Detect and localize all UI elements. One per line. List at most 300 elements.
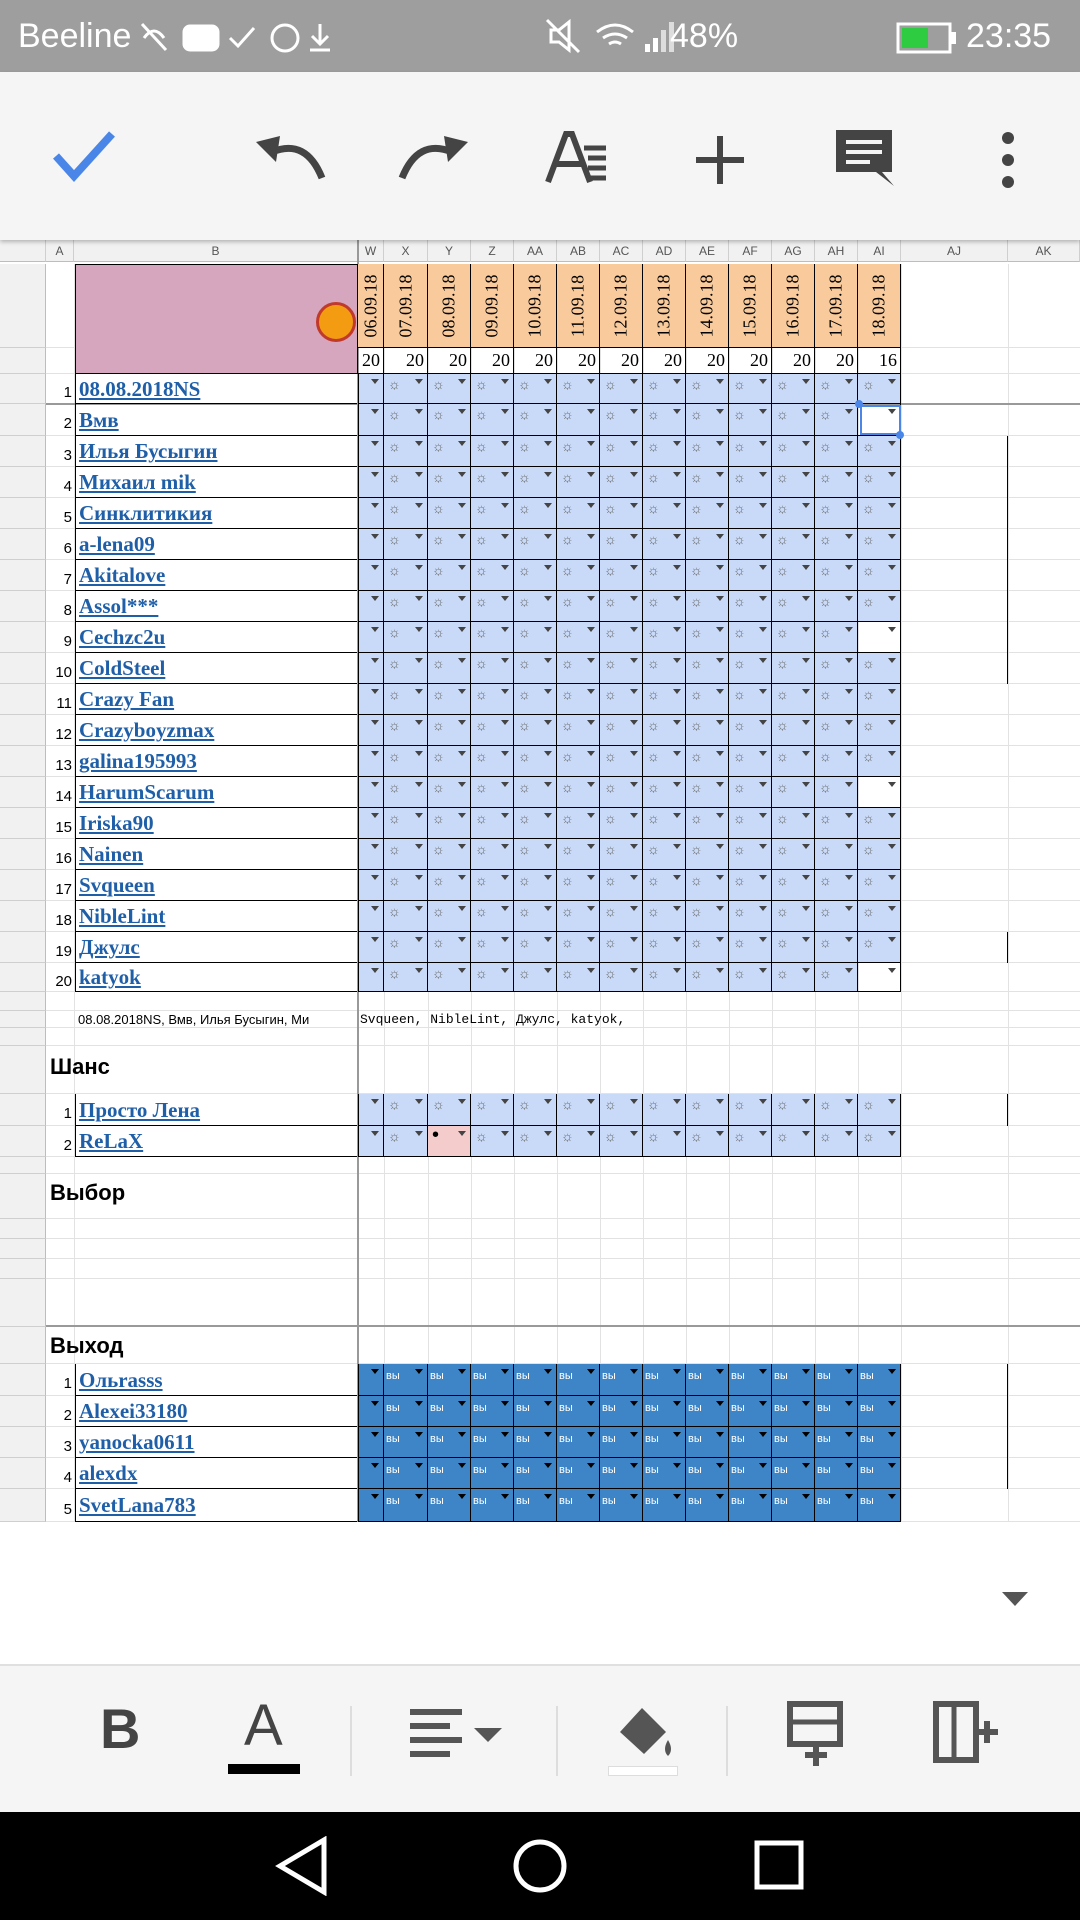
dropdown-cell[interactable] (514, 932, 557, 963)
dropdown-cell[interactable] (514, 1094, 557, 1126)
dropdown-cell[interactable] (358, 467, 384, 498)
chevron-down-icon[interactable] (371, 937, 379, 942)
dropdown-cell[interactable] (858, 560, 901, 591)
row-header-34[interactable] (0, 1279, 46, 1327)
participant-name-link[interactable]: a-lena09 (75, 529, 357, 560)
dropdown-cell[interactable] (358, 529, 384, 560)
dropdown-cell[interactable] (858, 746, 901, 777)
dropdown-cell[interactable] (600, 1396, 643, 1427)
dropdown-cell[interactable] (557, 1094, 600, 1126)
dropdown-cell[interactable] (428, 1126, 471, 1157)
dropdown-cell[interactable] (384, 436, 428, 467)
chevron-down-icon[interactable] (544, 379, 552, 384)
chevron-down-icon[interactable] (673, 1463, 681, 1468)
date-header[interactable] (428, 264, 471, 348)
chevron-down-icon[interactable] (845, 720, 853, 725)
chevron-down-icon[interactable] (458, 472, 466, 477)
dropdown-cell[interactable] (557, 932, 600, 963)
dropdown-cell[interactable] (358, 436, 384, 467)
column-header-af[interactable]: AF (729, 240, 772, 262)
chevron-down-icon[interactable] (458, 1099, 466, 1104)
chevron-down-icon[interactable] (845, 409, 853, 414)
dropdown-cell[interactable] (471, 839, 514, 870)
chevron-down-icon[interactable] (716, 968, 724, 973)
dropdown-cell[interactable] (471, 467, 514, 498)
dropdown-cell[interactable] (557, 684, 600, 715)
dropdown-cell[interactable] (557, 436, 600, 467)
dropdown-cell[interactable] (686, 746, 729, 777)
dropdown-cell[interactable] (428, 591, 471, 622)
row-header-25[interactable] (0, 1028, 46, 1046)
dropdown-cell[interactable] (858, 1489, 901, 1522)
dropdown-cell[interactable] (600, 808, 643, 839)
dropdown-cell[interactable] (557, 560, 600, 591)
dropdown-cell[interactable] (384, 1458, 428, 1489)
chevron-down-icon[interactable] (673, 937, 681, 942)
dropdown-cell[interactable] (858, 932, 901, 963)
dropdown-cell[interactable] (686, 777, 729, 808)
dropdown-cell[interactable] (471, 1364, 514, 1396)
chevron-down-icon[interactable] (544, 968, 552, 973)
column-header-ad[interactable]: AD (643, 240, 686, 262)
participant-name-link[interactable]: Iriska90 (75, 808, 357, 839)
chevron-down-icon[interactable] (415, 751, 423, 756)
dropdown-cell[interactable] (471, 870, 514, 901)
dropdown-cell[interactable] (686, 1364, 729, 1396)
dropdown-cell[interactable] (384, 777, 428, 808)
dropdown-cell[interactable] (686, 1489, 729, 1522)
dropdown-cell[interactable] (514, 560, 557, 591)
dropdown-cell[interactable] (358, 1094, 384, 1126)
chevron-down-icon[interactable] (630, 937, 638, 942)
dropdown-cell[interactable] (514, 1489, 557, 1522)
dropdown-cell[interactable] (384, 1396, 428, 1427)
participant-name-link[interactable]: katyok (75, 963, 357, 992)
chevron-down-icon[interactable] (845, 844, 853, 849)
dropdown-cell[interactable] (557, 498, 600, 529)
dropdown-cell[interactable] (858, 1427, 901, 1458)
chevron-down-icon[interactable] (845, 1131, 853, 1136)
dropdown-cell[interactable] (514, 684, 557, 715)
dropdown-cell[interactable] (428, 1458, 471, 1489)
row-header-14[interactable] (0, 715, 46, 746)
dropdown-cell[interactable] (686, 404, 729, 436)
dropdown-cell[interactable] (428, 1094, 471, 1126)
chevron-down-icon[interactable] (673, 1131, 681, 1136)
dropdown-cell[interactable] (428, 777, 471, 808)
chevron-down-icon[interactable] (587, 565, 595, 570)
dropdown-cell[interactable] (815, 1126, 858, 1157)
dropdown-cell[interactable] (428, 1396, 471, 1427)
column-header-ah[interactable]: AH (815, 240, 858, 262)
dropdown-cell[interactable] (471, 901, 514, 932)
dropdown-cell[interactable] (643, 622, 686, 653)
dropdown-cell[interactable] (358, 404, 384, 436)
chevron-down-icon[interactable] (415, 906, 423, 911)
row-header-35[interactable] (0, 1327, 46, 1364)
chevron-down-icon[interactable] (759, 409, 767, 414)
row-header-2[interactable] (0, 348, 46, 374)
dropdown-cell[interactable] (729, 591, 772, 622)
chevron-down-icon[interactable] (501, 534, 509, 539)
dropdown-cell[interactable] (358, 808, 384, 839)
chevron-down-icon[interactable] (371, 409, 379, 414)
chevron-down-icon[interactable] (673, 379, 681, 384)
chevron-down-icon[interactable] (759, 875, 767, 880)
dropdown-cell[interactable] (428, 374, 471, 404)
chevron-down-icon[interactable] (371, 689, 379, 694)
participant-name-link[interactable]: 08.08.2018NS (75, 374, 357, 404)
chevron-down-icon[interactable] (630, 689, 638, 694)
chevron-down-icon[interactable] (544, 720, 552, 725)
dropdown-cell[interactable] (686, 622, 729, 653)
dropdown-cell[interactable] (428, 467, 471, 498)
dropdown-cell[interactable] (815, 746, 858, 777)
chevron-down-icon[interactable] (458, 1131, 466, 1136)
chevron-down-icon[interactable] (458, 441, 466, 446)
chevron-down-icon[interactable] (759, 1432, 767, 1437)
dropdown-cell[interactable] (428, 560, 471, 591)
chevron-down-icon[interactable] (415, 1432, 423, 1437)
row-header-20[interactable] (0, 901, 46, 932)
chevron-down-icon[interactable] (716, 689, 724, 694)
dropdown-cell[interactable] (428, 622, 471, 653)
count-cell[interactable]: 20 (384, 348, 428, 374)
row-header-10[interactable] (0, 591, 46, 622)
column-header-ag[interactable]: AG (772, 240, 815, 262)
chevron-down-icon[interactable] (458, 1369, 466, 1374)
dropdown-cell[interactable] (557, 1364, 600, 1396)
chevron-down-icon[interactable] (888, 379, 896, 384)
chevron-down-icon[interactable] (587, 658, 595, 663)
dropdown-cell[interactable] (772, 870, 815, 901)
chevron-down-icon[interactable] (587, 472, 595, 477)
select-all-corner[interactable] (0, 240, 46, 262)
chevron-down-icon[interactable] (802, 720, 810, 725)
chevron-down-icon[interactable] (371, 875, 379, 880)
dropdown-cell[interactable] (686, 715, 729, 746)
dropdown-cell[interactable] (358, 901, 384, 932)
count-cell[interactable]: 20 (686, 348, 729, 374)
chevron-down-icon[interactable] (371, 1369, 379, 1374)
chevron-down-icon[interactable] (759, 503, 767, 508)
chevron-down-icon[interactable] (673, 441, 681, 446)
dropdown-cell[interactable] (471, 1396, 514, 1427)
chevron-down-icon[interactable] (716, 534, 724, 539)
dropdown-cell[interactable] (514, 1458, 557, 1489)
chevron-down-icon[interactable] (630, 658, 638, 663)
chevron-down-icon[interactable] (759, 720, 767, 725)
chevron-down-icon[interactable] (371, 1131, 379, 1136)
dropdown-cell[interactable] (643, 901, 686, 932)
chevron-down-icon[interactable] (544, 409, 552, 414)
dropdown-cell[interactable] (815, 498, 858, 529)
chevron-down-icon[interactable] (673, 1369, 681, 1374)
dropdown-cell[interactable] (557, 839, 600, 870)
dropdown-cell[interactable] (815, 870, 858, 901)
column-header-ak[interactable]: AK (1008, 240, 1080, 262)
chevron-down-icon[interactable] (716, 782, 724, 787)
row-header-4[interactable] (0, 404, 46, 436)
participant-name-link[interactable]: galina195993 (75, 746, 357, 777)
dropdown-cell[interactable] (772, 374, 815, 404)
dropdown-cell[interactable] (358, 1126, 384, 1157)
chevron-down-icon[interactable] (544, 751, 552, 756)
dropdown-cell[interactable] (384, 498, 428, 529)
chevron-down-icon[interactable] (415, 1369, 423, 1374)
dropdown-cell[interactable] (358, 1364, 384, 1396)
chevron-down-icon[interactable] (888, 565, 896, 570)
dropdown-cell[interactable] (643, 1364, 686, 1396)
dropdown-cell[interactable] (729, 622, 772, 653)
dropdown-cell[interactable] (815, 963, 858, 992)
column-header-x[interactable]: X (384, 240, 428, 262)
back-icon[interactable] (272, 1836, 332, 1896)
dropdown-cell[interactable] (471, 963, 514, 992)
chevron-down-icon[interactable] (371, 1463, 379, 1468)
dropdown-cell[interactable] (772, 498, 815, 529)
dropdown-cell[interactable] (858, 839, 901, 870)
dropdown-cell[interactable] (600, 529, 643, 560)
dropdown-cell[interactable] (428, 1364, 471, 1396)
dropdown-cell[interactable] (643, 653, 686, 684)
dropdown-cell[interactable] (514, 498, 557, 529)
column-header-aa[interactable]: AA (514, 240, 557, 262)
count-cell[interactable]: 16 (858, 348, 901, 374)
dropdown-cell[interactable] (643, 1094, 686, 1126)
row-header-21[interactable] (0, 932, 46, 963)
dropdown-cell[interactable] (729, 963, 772, 992)
chevron-down-icon[interactable] (759, 565, 767, 570)
dropdown-cell[interactable] (358, 1427, 384, 1458)
chevron-down-icon[interactable] (630, 565, 638, 570)
chevron-down-icon[interactable] (371, 1401, 379, 1406)
dropdown-cell[interactable] (384, 560, 428, 591)
chevron-down-icon[interactable] (458, 379, 466, 384)
insert-column-icon[interactable] (932, 1700, 1002, 1770)
dropdown-cell[interactable] (358, 622, 384, 653)
comment-icon[interactable] (832, 126, 896, 190)
row-header-28[interactable] (0, 1126, 46, 1157)
chevron-down-icon[interactable] (544, 1494, 552, 1499)
chevron-down-icon[interactable] (501, 1099, 509, 1104)
chevron-down-icon[interactable] (888, 1099, 896, 1104)
chevron-down-icon[interactable] (716, 1131, 724, 1136)
chevron-down-icon[interactable] (371, 1099, 379, 1104)
dropdown-cell[interactable] (358, 498, 384, 529)
chevron-down-icon[interactable] (371, 503, 379, 508)
chevron-down-icon[interactable] (544, 1131, 552, 1136)
dropdown-cell[interactable] (600, 1126, 643, 1157)
dropdown-cell[interactable] (772, 715, 815, 746)
chevron-down-icon[interactable] (458, 503, 466, 508)
dropdown-cell[interactable] (772, 963, 815, 992)
chevron-down-icon[interactable] (458, 1432, 466, 1437)
dropdown-cell[interactable] (600, 1094, 643, 1126)
chevron-down-icon[interactable] (845, 534, 853, 539)
chevron-down-icon[interactable] (458, 534, 466, 539)
text-format-icon[interactable] (544, 130, 610, 186)
row-header-27[interactable] (0, 1094, 46, 1126)
dropdown-cell[interactable] (686, 963, 729, 992)
row-header-32[interactable] (0, 1239, 46, 1259)
dropdown-cell[interactable] (729, 808, 772, 839)
dropdown-cell[interactable] (600, 1427, 643, 1458)
dropdown-cell[interactable] (514, 715, 557, 746)
chevron-down-icon[interactable] (630, 1099, 638, 1104)
dropdown-cell[interactable] (686, 467, 729, 498)
exit-name-link[interactable]: Alexei33180 (75, 1396, 357, 1427)
chevron-down-icon[interactable] (458, 937, 466, 942)
chevron-down-icon[interactable] (415, 565, 423, 570)
dropdown-cell[interactable] (471, 1094, 514, 1126)
participant-name-link[interactable]: HarumScarum (75, 777, 357, 808)
row-header-17[interactable] (0, 808, 46, 839)
column-header-z[interactable]: Z (471, 240, 514, 262)
dropdown-cell[interactable] (815, 467, 858, 498)
chevron-down-icon[interactable] (759, 782, 767, 787)
dropdown-cell[interactable] (557, 963, 600, 992)
dropdown-cell[interactable] (772, 1396, 815, 1427)
selection-handle[interactable] (855, 400, 863, 408)
chevron-down-icon[interactable] (888, 441, 896, 446)
column-header-ai[interactable]: AI (858, 240, 901, 262)
text-color-icon[interactable]: A (244, 1693, 283, 1758)
date-header[interactable] (384, 264, 428, 348)
dropdown-cell[interactable] (815, 560, 858, 591)
date-header[interactable] (858, 264, 901, 348)
chevron-down-icon[interactable] (802, 409, 810, 414)
dropdown-cell[interactable] (428, 870, 471, 901)
chevron-down-icon[interactable] (716, 565, 724, 570)
participant-name-link[interactable]: NibleLint (75, 901, 357, 932)
chevron-down-icon[interactable] (716, 875, 724, 880)
dropdown-cell[interactable] (557, 467, 600, 498)
chevron-down-icon[interactable] (716, 937, 724, 942)
dropdown-cell[interactable] (384, 622, 428, 653)
chevron-down-icon[interactable] (415, 720, 423, 725)
chevron-down-icon[interactable] (759, 1099, 767, 1104)
row-header-22[interactable] (0, 963, 46, 992)
dropdown-cell[interactable] (384, 715, 428, 746)
recents-icon[interactable] (752, 1838, 808, 1894)
dropdown-cell[interactable] (384, 591, 428, 622)
chevron-down-icon[interactable] (802, 658, 810, 663)
dropdown-cell[interactable] (428, 963, 471, 992)
chevron-down-icon[interactable] (802, 1099, 810, 1104)
chevron-down-icon[interactable] (630, 720, 638, 725)
dropdown-cell[interactable] (858, 436, 901, 467)
dropdown-cell[interactable] (643, 374, 686, 404)
count-cell[interactable]: 20 (729, 348, 772, 374)
row-header-7[interactable] (0, 498, 46, 529)
participant-name-link[interactable]: Akitalove (75, 560, 357, 591)
row-header-9[interactable] (0, 560, 46, 591)
dropdown-cell[interactable] (358, 653, 384, 684)
chevron-down-icon[interactable] (544, 1463, 552, 1468)
dropdown-cell[interactable] (815, 404, 858, 436)
row-header-15[interactable] (0, 746, 46, 777)
chevron-down-icon[interactable] (415, 782, 423, 787)
dropdown-cell[interactable] (729, 374, 772, 404)
chevron-down-icon[interactable] (587, 937, 595, 942)
row-header-38[interactable] (0, 1427, 46, 1458)
chevron-down-icon[interactable] (501, 503, 509, 508)
chevron-down-icon[interactable] (630, 844, 638, 849)
dropdown-cell[interactable] (858, 529, 901, 560)
dropdown-cell[interactable] (729, 436, 772, 467)
column-header-ab[interactable]: AB (557, 240, 600, 262)
chevron-down-icon[interactable] (501, 565, 509, 570)
count-cell[interactable]: 20 (600, 348, 643, 374)
chevron-down-icon[interactable] (544, 565, 552, 570)
chevron-down-icon[interactable] (501, 689, 509, 694)
chevron-down-icon[interactable] (501, 782, 509, 787)
dropdown-cell[interactable] (772, 746, 815, 777)
date-header[interactable] (815, 264, 858, 348)
spreadsheet-grid[interactable] (0, 240, 1080, 1522)
chevron-down-icon[interactable] (371, 751, 379, 756)
chevron-down-icon[interactable] (716, 720, 724, 725)
chevron-down-icon[interactable] (802, 813, 810, 818)
chevron-down-icon[interactable] (802, 875, 810, 880)
chevron-down-icon[interactable] (458, 565, 466, 570)
dropdown-cell[interactable] (600, 870, 643, 901)
chevron-down-icon[interactable] (458, 751, 466, 756)
row-header-3[interactable] (0, 374, 46, 404)
dropdown-cell[interactable] (643, 1396, 686, 1427)
participant-name-link[interactable]: Синклитикия (75, 498, 357, 529)
chevron-down-icon[interactable] (630, 503, 638, 508)
date-header[interactable] (358, 264, 384, 348)
chevron-down-icon[interactable] (415, 844, 423, 849)
chevron-down-icon[interactable] (371, 813, 379, 818)
chevron-down-icon[interactable] (415, 441, 423, 446)
dropdown-cell[interactable] (600, 1458, 643, 1489)
row-header-29[interactable] (0, 1157, 46, 1174)
dropdown-cell[interactable] (428, 436, 471, 467)
dropdown-cell[interactable] (858, 684, 901, 715)
chevron-down-icon[interactable] (716, 503, 724, 508)
dropdown-cell[interactable] (643, 715, 686, 746)
chevron-down-icon[interactable] (544, 1432, 552, 1437)
chevron-down-icon[interactable] (587, 720, 595, 725)
dropdown-cell[interactable] (384, 1094, 428, 1126)
chevron-down-icon[interactable] (458, 906, 466, 911)
dropdown-cell[interactable] (384, 1489, 428, 1522)
dropdown-cell[interactable] (858, 715, 901, 746)
chevron-down-icon[interactable] (630, 1131, 638, 1136)
row-header-16[interactable] (0, 777, 46, 808)
dropdown-cell[interactable] (514, 839, 557, 870)
dropdown-cell[interactable] (514, 963, 557, 992)
row-header-6[interactable] (0, 467, 46, 498)
chevron-down-icon[interactable] (759, 658, 767, 663)
dropdown-cell[interactable] (729, 1126, 772, 1157)
chevron-down-icon[interactable] (759, 441, 767, 446)
dropdown-cell[interactable] (514, 1364, 557, 1396)
chevron-down-icon[interactable] (371, 565, 379, 570)
chevron-down-icon[interactable] (716, 751, 724, 756)
dropdown-cell[interactable] (600, 591, 643, 622)
dropdown-cell[interactable] (358, 963, 384, 992)
dropdown-cell[interactable] (514, 653, 557, 684)
chevron-down-icon[interactable] (544, 1401, 552, 1406)
dropdown-cell[interactable] (686, 1126, 729, 1157)
dropdown-cell[interactable] (384, 684, 428, 715)
dropdown-cell[interactable] (729, 1396, 772, 1427)
chevron-down-icon[interactable] (587, 627, 595, 632)
